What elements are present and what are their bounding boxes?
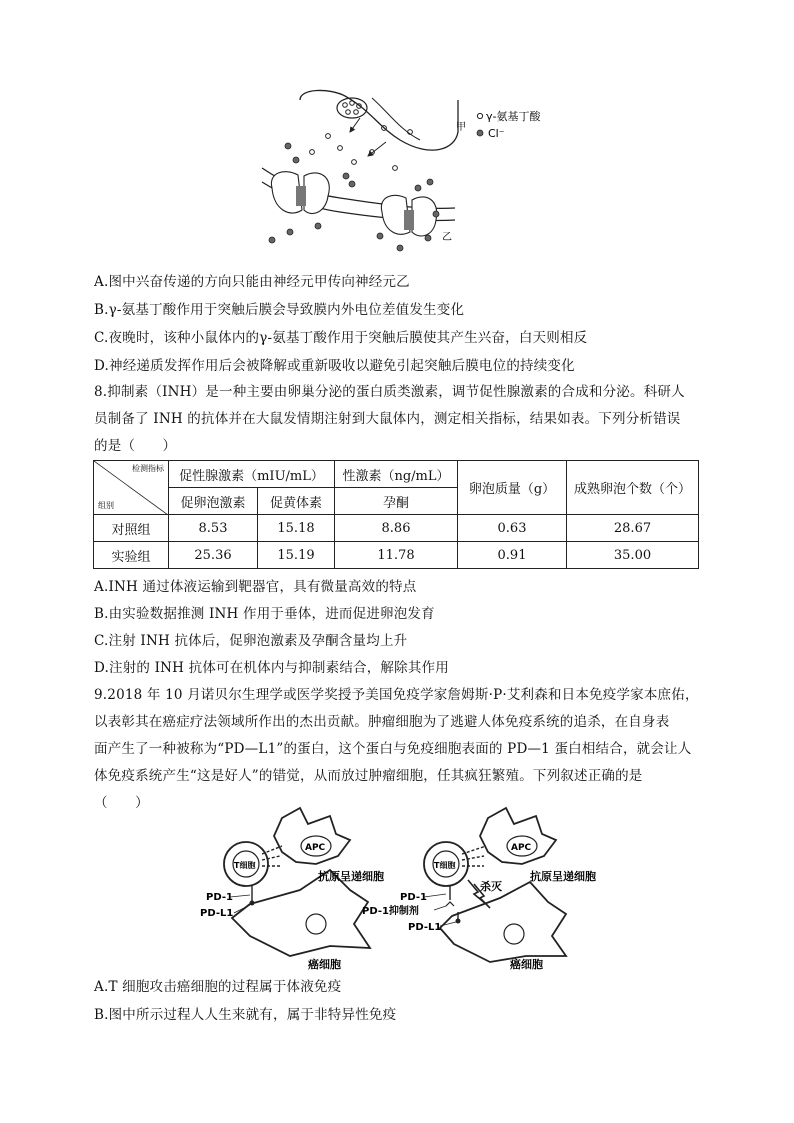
cell-mature-count: 35.00 (567, 542, 699, 569)
q8-option-a: A.INH 通过体液运输到靶器官，具有微量高效的特点 (94, 579, 417, 595)
label-neuron-yi: 乙 (442, 232, 452, 243)
q9-option-b: B.图中所示过程人人生来就有，属于非特异性免疫 (94, 1007, 397, 1023)
row-group-label: 对照组 (94, 515, 169, 542)
cell-mature-count: 28.67 (567, 515, 699, 542)
cell-lh: 15.18 (258, 515, 335, 542)
q9-stem-line-2: 以表彰其在癌症疗法领域所作出的杰出贡献。肿瘤细胞为了逃避人体免疫系统的追杀，在自身表 (94, 714, 670, 730)
corner-header-indicator: 检测指标 (132, 464, 164, 473)
cell-follicle-mass: 0.63 (458, 515, 567, 542)
cell-fsh: 8.53 (169, 515, 258, 542)
legend-gaba-icon (477, 113, 482, 118)
q8-option-c: C.注射 INH 抗体后，促卵泡激素及孕酮含量均上升 (94, 633, 408, 649)
cell-follicle-mass: 0.91 (458, 542, 567, 569)
cell-fsh: 25.36 (169, 542, 258, 569)
header-mature-count: 成熟卵泡个数（个） (567, 461, 699, 515)
pdl1-label: PD-L1 (408, 922, 442, 933)
cell-progesterone: 8.86 (335, 515, 458, 542)
q9-stem-line-3: 面产生了一种被称为“PD—L1”的蛋白，这个蛋白与免疫细胞表面的 PD—1 蛋白相结合，就会让人 (94, 741, 692, 757)
pd1-panel-right (362, 808, 596, 971)
cancer-label: 癌细胞 (510, 958, 543, 971)
t-cell-label: T细胞 (234, 861, 256, 870)
inhibitor-label: PD-1抑制剂 (362, 906, 419, 917)
pd1-figure (0, 806, 794, 976)
pd1-label: PD-1 (206, 892, 233, 903)
apc-name-label: 抗原呈递细胞 (318, 870, 384, 883)
q7-option-c: C.夜晚时，该种小鼠体内的γ-氨基丁酸作用于突触后膜使其产生兴奋，白天则相反 (94, 330, 588, 346)
q8-data-table (93, 460, 699, 569)
header-sex-hormone: 性激素（ng/mL） (335, 461, 458, 488)
header-lh: 促黄体素 (258, 488, 335, 515)
table-row (94, 542, 699, 569)
corner-header-group: 组别 (98, 501, 114, 510)
q9-stem-line-5: （ ） (94, 795, 149, 811)
header-progesterone: 孕酮 (335, 488, 458, 515)
pd1-panel-left (200, 808, 384, 971)
q9-stem-line-4: 体免疫系统产生“这是好人”的错觉，从而放过肿瘤细胞，任其疯狂繁殖。下列叙述正确的是 (94, 768, 643, 784)
legend-gaba: γ-氨基丁酸 (486, 110, 541, 123)
q7-option-d: D.神经递质发挥作用后会被降解或重新吸收以避免引起突触后膜电位的持续变化 (94, 358, 575, 374)
table-row (94, 515, 699, 542)
q9-stem-line-1: 9.2018 年 10 月诺贝尔生理学或医学奖授予美国免疫学家詹姆斯·P·艾利森和日本免疫学家本庶佑， (94, 687, 699, 703)
legend-cl: Cl⁻ (488, 127, 505, 140)
pdl1-label: PD-L1 (200, 908, 234, 919)
q7-option-b: B.γ-氨基丁酸作用于突触后膜会导致膜内外电位差值发生变化 (94, 302, 465, 318)
pd1-label: PD-1 (400, 892, 427, 903)
q8-stem-line-2: 员制备了 INH 的抗体并在大鼠发情期注射到大鼠体内，测定相关指标，结果如表。下列分析错误 (94, 411, 681, 427)
apc-label-inner: APC (511, 843, 532, 853)
apc-label-inner: APC (305, 843, 326, 853)
receptor-channel-left (271, 172, 329, 214)
q9-option-a: A.T 细胞攻击癌细胞的过程属于体液免疫 (94, 979, 342, 995)
label-neuron-jia: 甲 (456, 122, 466, 133)
legend-cl-icon (477, 130, 483, 136)
q7-option-a: A.图中兴奋传递的方向只能由神经元甲传向神经元乙 (94, 274, 410, 290)
header-gonadotropin: 促性腺激素（mIU/mL） (169, 461, 335, 488)
synapse-figure (0, 0, 794, 260)
apc-name-label: 抗原呈递细胞 (530, 870, 596, 883)
cell-progesterone: 11.78 (335, 542, 458, 569)
row-group-label: 实验组 (94, 542, 169, 569)
header-follicle-mass: 卵泡质量（g） (458, 461, 567, 515)
receptor-channel-right (381, 195, 436, 236)
header-fsh: 促卵泡激素 (169, 488, 258, 515)
q8-option-b: B.由实验数据推测 INH 作用于垂体，进而促进卵泡发育 (94, 606, 435, 622)
presynaptic-membrane (300, 90, 458, 150)
q8-stem-line-3: 的是（ ） (94, 438, 177, 454)
t-cell-label: T细胞 (434, 861, 456, 870)
q8-stem-line-1: 8.抑制素（INH）是一种主要由卵巢分泌的蛋白质类激素，调节促性腺激素的合成和分泌。科研人 (94, 384, 685, 400)
table-corner-cell (94, 461, 169, 515)
kill-label: 杀灭 (480, 880, 502, 893)
cell-lh: 15.19 (258, 542, 335, 569)
cancer-label: 癌细胞 (308, 958, 341, 971)
q8-option-d: D.注射的 INH 抗体可在机体内与抑制素结合，解除其作用 (94, 660, 449, 676)
